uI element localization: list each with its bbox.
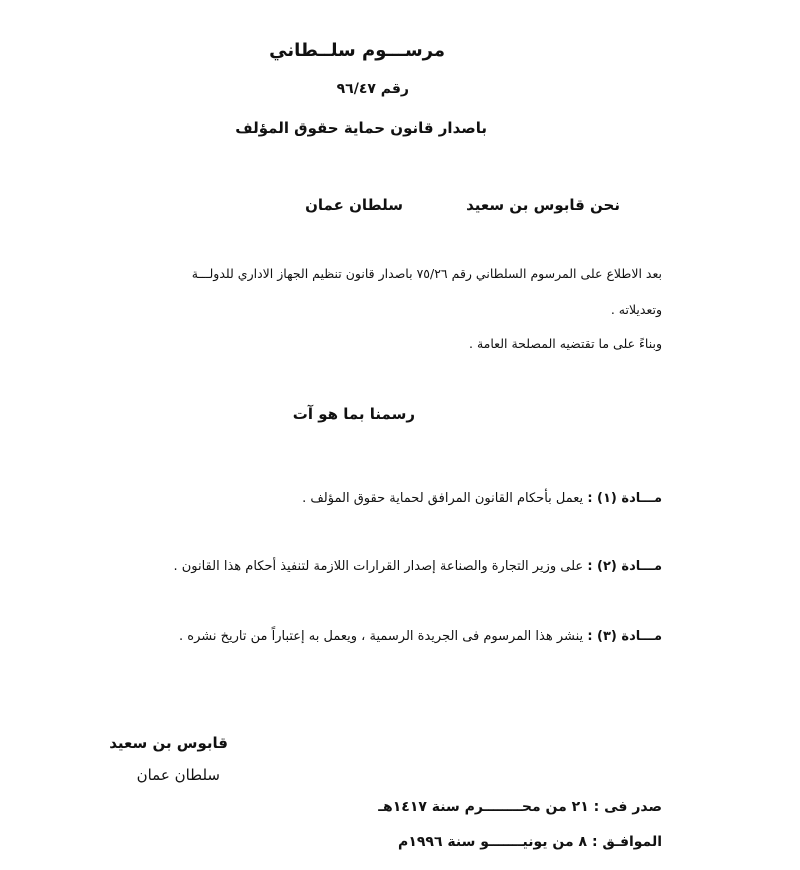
issued-value: ٢١ من محــــــــرم سنة ١٤١٧هـ bbox=[378, 799, 589, 815]
decree-formula: رسمنا بما هو آت bbox=[292, 405, 415, 423]
decree-title: مرســـوم سلــطاني bbox=[269, 40, 445, 61]
corresponding-label: الموافـق : bbox=[591, 834, 662, 850]
article-label: مـــادة (٢) : bbox=[587, 559, 662, 574]
article-text: يعمل بأحكام القانون المرافق لحماية حقوق المؤلف . bbox=[302, 491, 584, 506]
signature-title: سلطان عمان bbox=[136, 766, 220, 784]
preamble-line-3: وبناءً على ما تقتضيه المصلحة العامة . bbox=[469, 336, 662, 351]
article-text: على وزير التجارة والصناعة إصدار القرارات اللازمة لتنفيذ أحكام هذا القانون . bbox=[173, 559, 584, 574]
article-label: مـــادة (١) : bbox=[587, 491, 662, 506]
article-1 bbox=[302, 492, 662, 505]
decree-number: رقم ٩٦/٤٧ bbox=[336, 81, 409, 97]
corresponding-value: ٨ من يونيـــــــو سنة ١٩٩٦م bbox=[398, 834, 588, 850]
article-text: ينشر هذا المرسوم فى الجريدة الرسمية ، ويعمل به إعتباراً من تاريخ نشره . bbox=[179, 629, 584, 644]
preamble-line-1: بعد الاطلاع على المرسوم السلطاني رقم ٧٥/٢٦ باصدار قانون تنظيم الجهاز الاداري للدولـــة bbox=[191, 266, 662, 281]
article-label: مـــادة (٣) : bbox=[587, 629, 662, 644]
issuer-title: سلطان عمان bbox=[305, 196, 403, 214]
issued-label: صدر فى : bbox=[593, 799, 662, 815]
corresponding-date bbox=[398, 835, 662, 849]
issued-date bbox=[378, 800, 662, 814]
article-2 bbox=[173, 560, 662, 573]
article-3 bbox=[179, 630, 662, 643]
signature-name: قابوس بن سعيد bbox=[109, 734, 228, 752]
preamble-line-2: وتعديلاته . bbox=[610, 302, 662, 317]
decree-subject: باصدار قانون حماية حقوق المؤلف bbox=[235, 119, 487, 137]
issuer-name: نحن قابوس بن سعيد bbox=[466, 196, 620, 214]
